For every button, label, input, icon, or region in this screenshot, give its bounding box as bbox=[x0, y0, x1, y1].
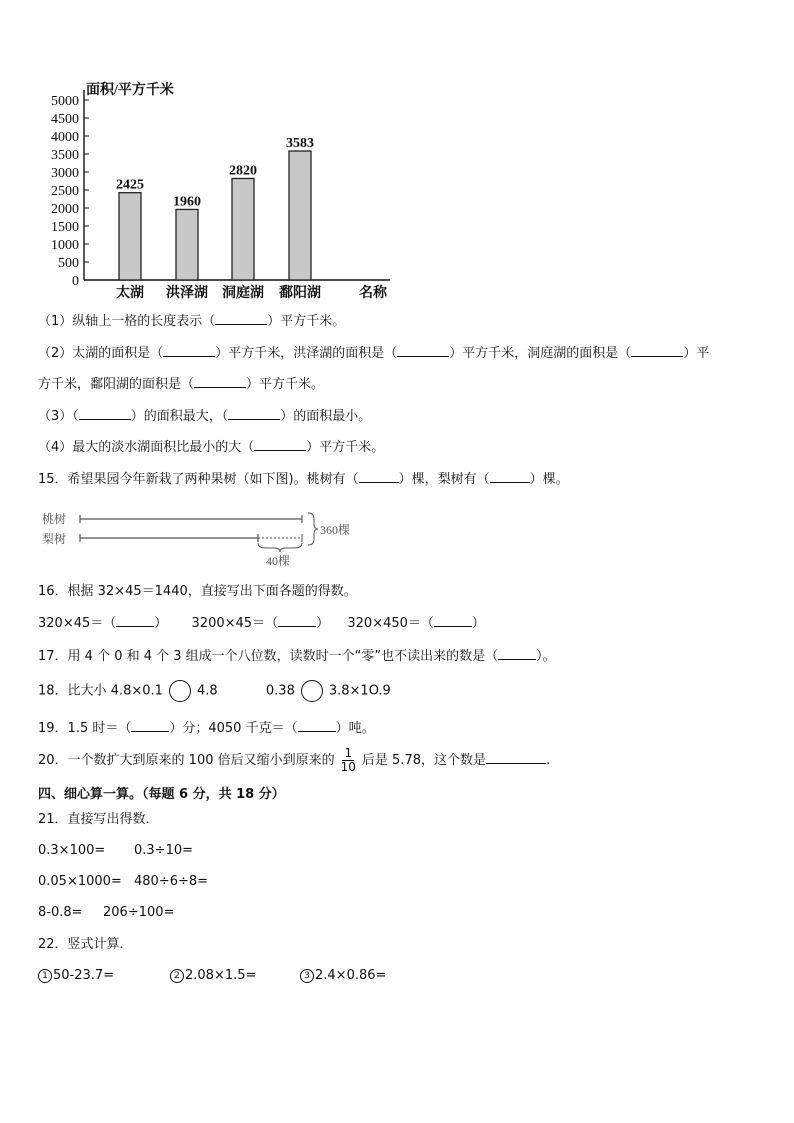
answer-blank[interactable] bbox=[254, 438, 306, 451]
q16-text: 16．根据 32×45＝1440，直接写出下面各题的得数。 bbox=[38, 584, 357, 599]
calc-item: 480÷6÷8= bbox=[134, 874, 209, 889]
total-brace bbox=[308, 513, 318, 545]
answer-blank[interactable] bbox=[278, 614, 316, 627]
y-tick-label: 2000 bbox=[51, 202, 79, 217]
answer-blank[interactable] bbox=[434, 614, 472, 627]
answer-blank[interactable] bbox=[490, 470, 530, 483]
calc-item: 206÷100= bbox=[103, 905, 175, 920]
answer-blank[interactable] bbox=[215, 312, 267, 325]
total-label: 360棵 bbox=[320, 523, 351, 537]
q14-part3: （3）（ ）的面积最大，（ ）的面积最小。 bbox=[38, 409, 372, 424]
bar-洞庭湖 bbox=[232, 178, 254, 280]
answer-blank[interactable] bbox=[228, 407, 280, 420]
compare-circle[interactable] bbox=[301, 680, 323, 702]
answer-blank[interactable] bbox=[397, 344, 449, 357]
answer-blank[interactable] bbox=[194, 375, 246, 388]
x-category-label: 洪泽湖 bbox=[166, 286, 208, 301]
circled-number-2: 2 bbox=[170, 969, 184, 983]
bar-value-label: 2425 bbox=[116, 177, 144, 193]
y-tick-label: 0 bbox=[72, 274, 79, 289]
peach-tree-label: 桃树 bbox=[42, 512, 67, 526]
x-category-label: 鄱阳湖 bbox=[279, 286, 321, 301]
vertical-calc-2: 2 2.08×1.5= bbox=[170, 968, 256, 984]
difference-label: 40棵 bbox=[266, 554, 291, 568]
answer-blank[interactable] bbox=[79, 407, 131, 420]
compare-circle[interactable] bbox=[169, 680, 191, 702]
y-tick-label: 4500 bbox=[51, 112, 79, 127]
answer-blank[interactable] bbox=[359, 470, 399, 483]
difference-brace bbox=[258, 543, 302, 552]
section4-title: 四、细心算一算。（每题 6 分，共 18 分） bbox=[38, 787, 285, 802]
q14-part2: （2）太湖的面积是（ ）平方千米，洪泽湖的面积是（ ）平方千米，洞庭湖的面积是（ ）平 bbox=[38, 346, 710, 361]
q14-part2-cont: 方千米，鄱阳湖的面积是（ ）平方千米。 bbox=[38, 377, 325, 392]
q16-expressions: 320×45＝（ ） 3200×45＝（ ） 320×450＝（ ） bbox=[38, 616, 485, 631]
calc-item: 0.3÷10= bbox=[134, 843, 194, 858]
calc-item: 8-0.8= bbox=[38, 905, 83, 920]
bar-洪泽湖 bbox=[176, 209, 198, 280]
lake-area-bar-chart bbox=[30, 78, 410, 308]
y-tick-label: 1000 bbox=[51, 238, 79, 253]
y-tick-label: 500 bbox=[58, 256, 79, 271]
y-tick-label: 4000 bbox=[51, 130, 79, 145]
x-category-label: 洞庭湖 bbox=[222, 286, 264, 301]
q21-title: 21．直接写出得数． bbox=[38, 812, 159, 827]
bar-value-label: 1960 bbox=[173, 194, 201, 210]
answer-blank[interactable] bbox=[486, 751, 546, 764]
q14-part1: （1）纵轴上一格的长度表示（ ）平方千米。 bbox=[38, 314, 346, 329]
y-tick-label: 2500 bbox=[51, 184, 79, 199]
y-tick-label: 3000 bbox=[51, 166, 79, 181]
bar-value-label: 2820 bbox=[229, 163, 257, 179]
circled-number-3: 3 bbox=[300, 969, 314, 983]
q18-compare: 18．比大小 4.8×0.1 4.8 0.38 3.8×1O.9 bbox=[38, 680, 391, 702]
answer-blank[interactable] bbox=[498, 647, 536, 660]
x-axis-label: 名称 bbox=[359, 286, 387, 301]
fraction-one-tenth: $\frac{1}{10}$ bbox=[340, 746, 356, 774]
y-tick-label: 3500 bbox=[51, 148, 79, 163]
vertical-calc-1: 1 50-23.7= bbox=[38, 968, 114, 984]
answer-blank[interactable] bbox=[631, 344, 683, 357]
calc-item: 0.05×1000= bbox=[38, 874, 122, 889]
y-axis-label: 面积/平方千米 bbox=[86, 83, 174, 98]
y-tick-label: 1500 bbox=[51, 220, 79, 235]
q15-text: 15．希望果园今年新栽了两种果树（如下图)。桃树有（ ）棵，梨树有（ ）棵。 bbox=[38, 472, 569, 487]
q22-title: 22．竖式计算． bbox=[38, 937, 133, 952]
vertical-calc-3: 3 2.4×0.86= bbox=[300, 968, 386, 984]
pear-tree-label: 梨树 bbox=[42, 532, 67, 546]
answer-blank[interactable] bbox=[116, 614, 154, 627]
answer-blank[interactable] bbox=[298, 719, 336, 732]
q14-part4: （4）最大的淡水湖面积比最小的大（ ）平方千米。 bbox=[38, 440, 385, 455]
q19-text: 19．1.5 时＝（ ）分；4050 千克＝（ ）吨。 bbox=[38, 721, 375, 736]
y-tick-label: 5000 bbox=[51, 94, 79, 109]
q20-text: 20．一个数扩大到原来的 100 倍后又缩小到原来的 $\frac{1}{10}$ 后是 5.78，这个数是 . bbox=[38, 746, 551, 774]
bar-鄱阳湖 bbox=[289, 151, 311, 280]
x-category-label: 太湖 bbox=[116, 286, 144, 301]
bar-太湖 bbox=[119, 193, 141, 280]
fruit-tree-segment-diagram bbox=[40, 505, 380, 570]
q17-text: 17．用 4 个 0 和 4 个 3 组成一个八位数，读数时一个“零”也不读出来的数是（ ）。 bbox=[38, 649, 556, 664]
answer-blank[interactable] bbox=[163, 344, 215, 357]
circled-number-1: 1 bbox=[38, 969, 52, 983]
bar-value-label: 3583 bbox=[286, 136, 314, 152]
calc-item: 0.3×100= bbox=[38, 843, 106, 858]
answer-blank[interactable] bbox=[131, 719, 169, 732]
